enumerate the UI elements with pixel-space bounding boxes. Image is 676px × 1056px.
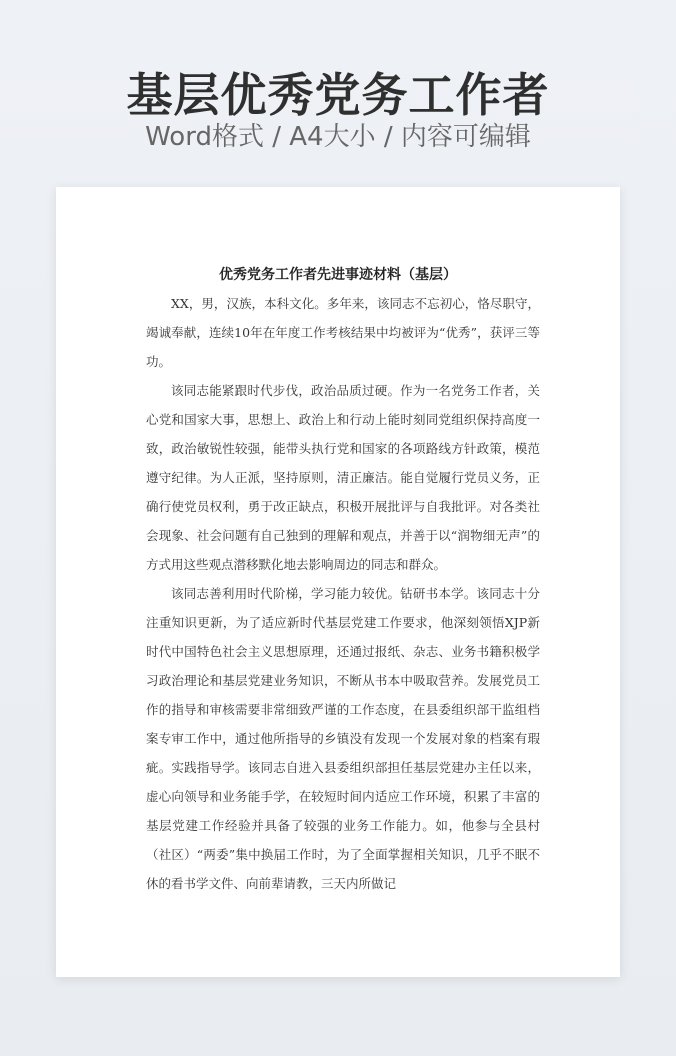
paragraph-1: XX，男，汉族，本科文化。多年来，该同志不忘初心，恪尽职守，竭诚奉献，连续10年在年度工作考核结果中均被评为“优秀”，获评三等功。: [146, 296, 540, 369]
paragraph-2: 该同志能紧跟时代步伐，政治品质过硬。作为一名党务工作者，关心党和国家大事，思想上、政治上和行动上能时刻同党组织保持高度一致，政治敏锐性较强，能带头执行党和国家的各项路线方针政策，模范遵守纪律。为人正派，坚持原则，清正廉洁。能自觉履行党员义务，正确行使党员权利，勇于改正缺点，积极开展批评与自我批评。对各类社会现象、社会问题有自己独到的理解和观点，并善于以“润物细无声”的方式用这些观点潜移默化地去影响周边的同志和群众。: [146, 383, 540, 572]
document-body: [146, 289, 540, 898]
document-title: 优秀党务工作者先进事迹材料（基层）: [219, 267, 457, 283]
document-page: [56, 187, 620, 977]
page-subtitle: Word格式 / A4大小 / 内容可编辑: [145, 122, 531, 152]
paragraph-3: 该同志善利用时代阶梯，学习能力较优。钻研书本学。该同志十分注重知识更新，为了适应新时代基层党建工作要求，他深刻领悟XJP新时代中国特色社会主义思想原理，还通过报纸、杂志、业务书籍积极学习政治理论和基层党建业务知识，不断从书本中吸取营养。发展党员工作的指导和审核需要非常细致严谨的工作态度，在县委组织部干监组档案专审工作中，通过他所指导的乡镇没有发现一个发展对象的档案有瑕疵。实践指导学。该同志自进入县委组织部担任基层党建办主任以来，虚心向领导和业务能手学，在较短时间内适应工作环境，积累了丰富的基层党建工作经验并具备了较强的业务工作能力。如，他参与全县村（社区）“两委”集中换届工作时，为了全面掌握相关知识，几乎不眠不休的看书学文件、向前辈请教，三天内所做记: [146, 586, 540, 891]
page-title: 基层优秀党务工作者: [126, 68, 550, 122]
